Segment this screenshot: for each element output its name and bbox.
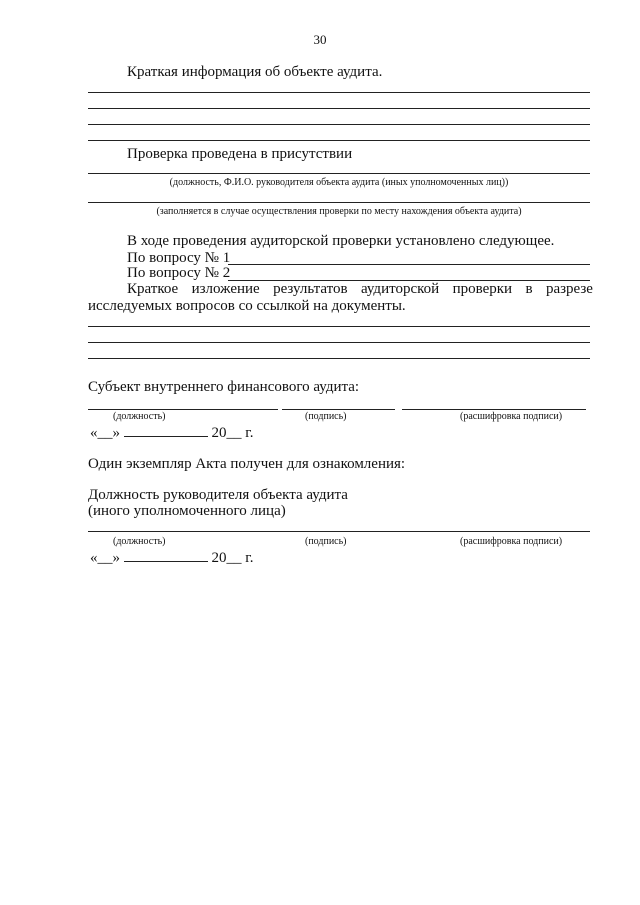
auditor-position-label: (должность) [113, 411, 166, 422]
presence-note-2: (заполняется в случае осуществления проверки по месту нахождения объекта аудита) [156, 206, 522, 217]
head-official-line-2: (иного уполномоченного лица) [88, 503, 286, 519]
page-number: 30 [313, 32, 327, 47]
fill-line [88, 342, 590, 343]
question-1-label: По вопросу № 1 [127, 250, 231, 266]
fill-line [88, 124, 590, 125]
official-date: «__» 20__ г. [90, 550, 254, 566]
official-signature-label: (подпись) [305, 536, 347, 547]
question-2-label: По вопросу № 2 [127, 265, 231, 281]
fill-line [88, 108, 590, 109]
fill-line [88, 202, 590, 203]
auditor-heading: Субъект внутреннего финансового аудита: [88, 379, 360, 395]
fill-line [88, 358, 590, 359]
question-1-line [228, 264, 590, 265]
fill-line [88, 92, 590, 93]
fill-line [88, 326, 590, 327]
official-date-blank [124, 560, 208, 562]
auditor-date: «__» 20__ г. [90, 425, 254, 441]
fill-line [88, 173, 590, 174]
official-decoding-label: (расшифровка подписи) [460, 536, 563, 547]
fill-line [88, 531, 590, 532]
audit-object-heading: Краткая информация об объекте аудита. [127, 64, 383, 80]
fill-line [88, 140, 590, 141]
findings-intro: В ходе проведения аудиторской проверки установлено следующее. [127, 233, 555, 249]
auditor-decoding-line [402, 409, 586, 410]
auditor-position-line [88, 409, 278, 410]
auditor-date-blank [124, 435, 208, 437]
copy-received-heading: Один экземпляр Акта получен для ознакомления: [88, 456, 406, 472]
summary-line-2: исследуемых вопросов со ссылкой на документы. [88, 298, 406, 314]
presence-note-1: (должность, Ф.И.О. руководителя объекта аудита (иных уполномоченных лиц)) [169, 177, 509, 188]
official-position-label: (должность) [113, 536, 166, 547]
presence-heading: Проверка проведена в присутствии [127, 146, 353, 162]
summary-line-1: Краткое изложение результатов аудиторской проверки в разрезе [127, 281, 593, 297]
auditor-decoding-label: (расшифровка подписи) [460, 411, 563, 422]
auditor-signature-label: (подпись) [305, 411, 347, 422]
head-official-line-1: Должность руководителя объекта аудита [88, 487, 348, 503]
auditor-signature-line [282, 409, 395, 410]
